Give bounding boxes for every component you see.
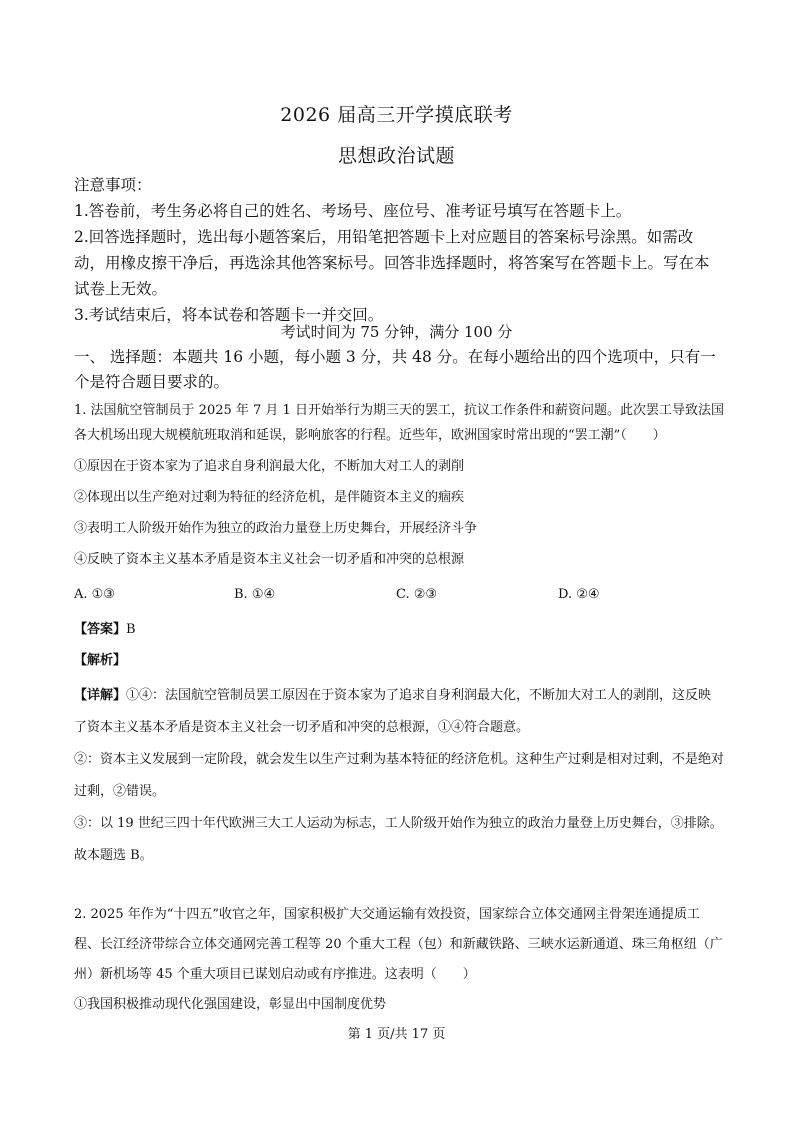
option-a: A. ①③ <box>74 587 115 602</box>
exam-subject: 思想政治试题 <box>337 145 455 167</box>
notice-heading: 注意事项： <box>74 176 152 194</box>
detail-block <box>74 680 724 872</box>
page-footer: 第 1 页/共 17 页 <box>347 1027 446 1042</box>
answer-line <box>74 617 724 642</box>
question-2 <box>74 900 724 1020</box>
option-d: D. ②④ <box>558 587 600 602</box>
exam-title: 2026 届高三开学摸底联考 <box>280 104 513 126</box>
detail-label: 【详解】 <box>74 688 127 703</box>
analysis-line <box>74 648 724 673</box>
question-stem: 1. 法国航空管制员于 2025 年 7 月 1 日开始举行为期三天的罢工，抗议工作条件和薪资问题。此次罢工导致法国各大机场出现大规模航班取消和延误，影响旅客的行程。近些年，欧洲国家时常出现的“罢工潮”（ ） <box>74 403 724 443</box>
detail-text: ③：以 19 世纪三四十年代欧洲三大工人运动为标志，工人阶级开始作为独立的政治力量登上历史舞台，③排除。 <box>74 816 723 831</box>
statement-item: ①原因在于资本家为了追求自身利润最大化，不断加大对工人的剥削 <box>74 459 465 474</box>
conclusion-text: 故本题选 B。 <box>74 848 153 863</box>
statement-item: ④反映了资本主义基本矛盾是资本主义社会一切矛盾和冲突的总根源 <box>74 552 465 567</box>
option-c: C. ②③ <box>396 587 438 602</box>
notice-block <box>74 172 724 328</box>
analysis-label: 【解析】 <box>74 653 127 668</box>
statement-item: ③表明工人阶级开始作为独立的政治力量登上历史舞台，开展经济斗争 <box>74 521 478 536</box>
notice-item: 1.答卷前，考生务必将自己的姓名、考场号、座位号、准考证号填写在答题卡上。 <box>74 202 632 220</box>
option-b: B. ①④ <box>234 587 276 602</box>
notice-item: 2.回答选择题时，选出每小题答案后，用铅笔把答题卡上对应题目的答案标号涂黑。如需改动，用橡皮擦干净后，再选涂其他答案标号。回答非选择题时，将答案写在答题卡上。写在本试卷上无效。 <box>74 228 710 298</box>
statement-item: ②体现出以生产绝对过剩为特征的经济危机，是伴随资本主义的痼疾 <box>74 490 465 505</box>
detail-text: ②：资本主义发展到一定阶段，就会发生以生产过剩为基本特征的经济危机。这种生产过剩是相对过剩，不是绝对过剩，②错误。 <box>74 752 725 799</box>
section-instructions: 一、 选择题：本题共 16 小题，每小题 3 分，共 48 分。在每小题给出的四个选项中，只有一个是符合题目要求的。 <box>74 348 716 391</box>
question-1 <box>74 398 724 572</box>
answer-value: B <box>126 622 136 637</box>
statement-item: ①我国积极推动现代化强国建设，彰显出中国制度优势 <box>74 997 387 1012</box>
section-heading <box>74 345 724 395</box>
question-stem: 2. 2025 年作为“十四五”收官之年，国家积极扩大交通运输有效投资，国家综合立体交通网主骨架连通提质工程、长江经济带综合立体交通网完善工程等 20 个重大工程（包）和新藏铁路、三峡水运新通道、珠三角枢纽（广州）新机场等 45 个重大项目已谋划启动或有序推进。这表明（ ） <box>74 907 723 982</box>
exam-time-info: 考试时间为 75 分钟，满分 100 分 <box>280 323 513 341</box>
answer-label: 【答案】 <box>74 622 127 637</box>
notice-item: 3.考试结束后，将本试卷和答题卡一并交回。 <box>74 306 384 324</box>
detail-text: ①④：法国航空管制员罢工原因在于资本家为了追求自身利润最大化，不断加大对工人的剥削，这反映了资本主义基本矛盾是资本主义社会一切矛盾和冲突的总根源，①④符合题意。 <box>74 688 712 735</box>
question-1-options <box>74 587 724 609</box>
